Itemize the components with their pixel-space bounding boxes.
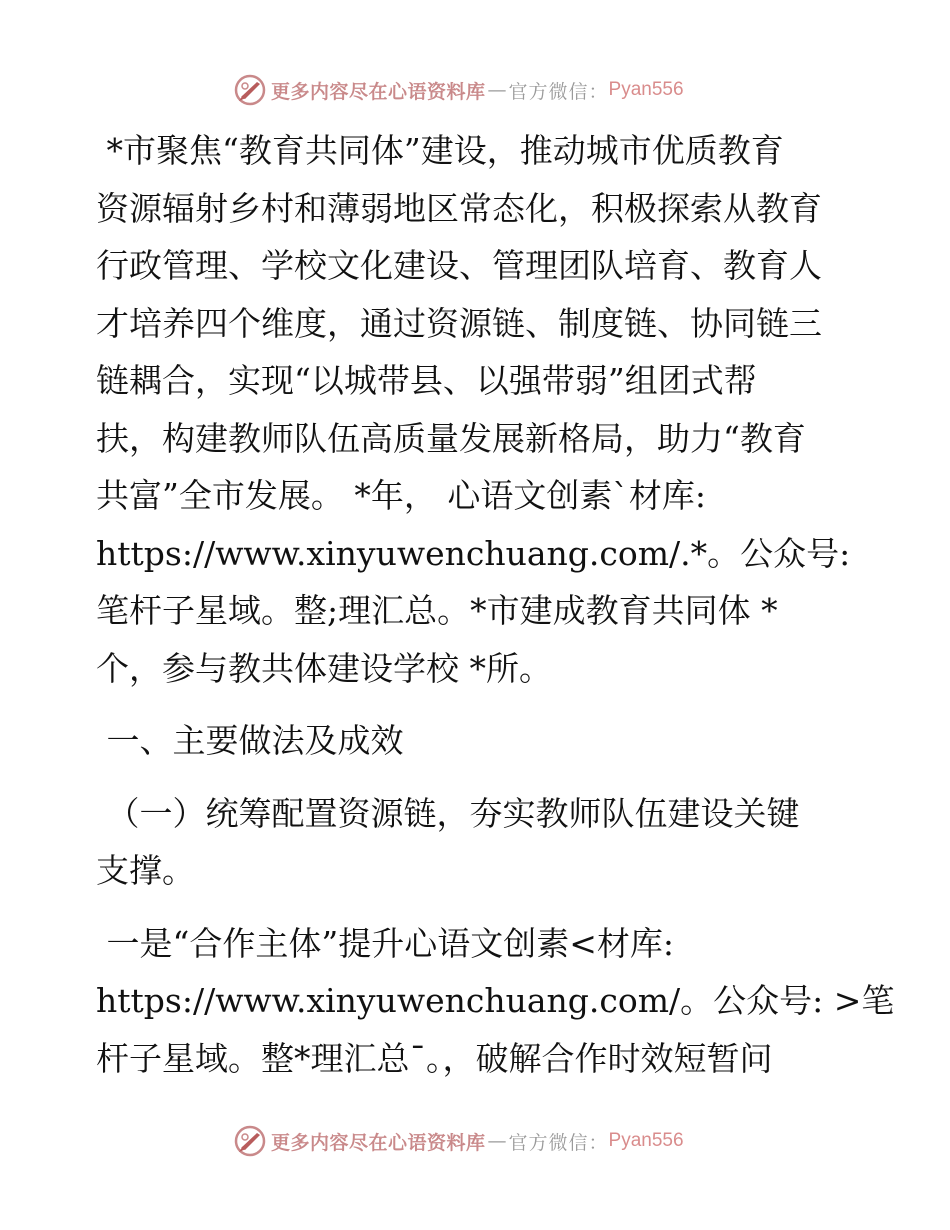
- watermark-main-text: 更多内容尽在心语资料库: [271, 80, 486, 103]
- paragraph-1-line: 扶，构建教师队伍高质量发展新格局，助力“教育: [96, 418, 806, 458]
- paragraph-1-line: 共富”全市发展。 *年， 心语文创素`材库:: [96, 476, 706, 515]
- paragraph-1-line: 笔杆子星域。整;理汇总。*市建成教育共同体 *: [96, 591, 778, 630]
- watermark-sub-text: 官方微信：: [508, 1131, 609, 1154]
- watermark-sub-text: 官方微信：: [508, 80, 609, 103]
- watermark-wechat-id: Pyan556: [608, 79, 684, 100]
- watermark-dash: —: [487, 1130, 507, 1152]
- paragraph-2-line: 一是“合作主体”提升心语文创素<材库:: [96, 923, 674, 963]
- section-heading: 一、主要做法及成效: [96, 721, 404, 760]
- watermark-dash: —: [487, 79, 507, 101]
- paragraph-1-line: https://www.xinyuwenchuang.com/.*。公众号:: [96, 533, 851, 573]
- document-body: [96, 122, 895, 1087]
- quill-pen-logo-icon: [233, 73, 267, 107]
- footer-watermark: [233, 1124, 713, 1158]
- header-watermark: [233, 73, 713, 107]
- paragraph-1-line: 行政管理、学校文化建设、管理团队培育、教育人: [96, 246, 822, 285]
- watermark-wechat-id: Pyan556: [608, 1130, 684, 1151]
- subheading-line: （一）统筹配置资源链，夯实教师队伍建设关键: [96, 793, 800, 833]
- paragraph-1-line: 资源辐射乡村和薄弱地区常态化，积极探索从教育: [96, 188, 822, 228]
- paragraph-2-line: 杆子星域。整*理汇总¯。，破解合作时效短暂问: [96, 1038, 773, 1078]
- paragraph-1-line: 链耦合，实现“以城带县、以强带弱”组团式帮: [96, 361, 757, 400]
- paragraph-1-line: *市聚焦“教育共同体”建设，推动城市优质教育: [96, 131, 784, 170]
- watermark-main-text: 更多内容尽在心语资料库: [271, 1131, 486, 1154]
- paragraph-1-line: 才培养四个维度，通过资源链、制度链、协同链三: [96, 303, 822, 343]
- quill-pen-logo-icon: [233, 1124, 267, 1158]
- paragraph-1-line: 个，参与教共体建设学校 *所。: [96, 648, 552, 688]
- paragraph-2-line: https://www.xinyuwenchuang.com/。公众号: >笔: [96, 981, 895, 1020]
- subheading-line: 支撑。: [96, 851, 195, 890]
